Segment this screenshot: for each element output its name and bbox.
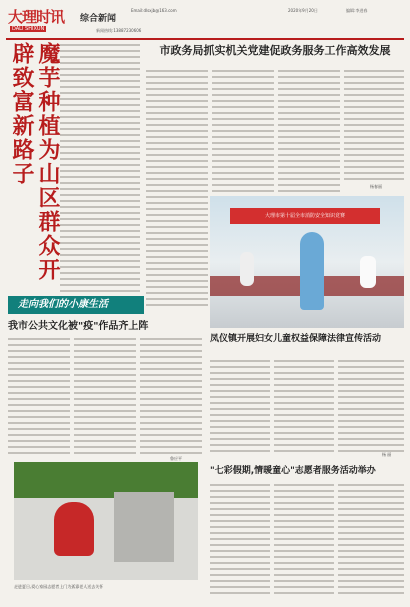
brand-logo: 大理时讯 [8, 8, 65, 26]
banner [8, 296, 144, 314]
right-bottom-headline: "七彩假期,情暖童心"志愿者服务活动举办 [210, 466, 376, 476]
tel: 新闻热线:13887230606 [96, 28, 142, 33]
right-mid-byline: 杨 丽 [382, 452, 392, 457]
editor: 编辑:李进春 [346, 8, 368, 13]
left-top-body [60, 44, 140, 294]
bottom-photo [14, 462, 198, 580]
email: Email:dlsxjb@163.com [131, 8, 177, 13]
vertical-headline: 魔芋种植为山区群众开辟致富新路子 [9, 42, 60, 282]
event-photo [210, 196, 404, 328]
left-mid-headline: 我市公共文化被"疫"作品齐上阵 [8, 321, 149, 332]
section-title: 综合新闻 [80, 14, 117, 24]
banner-text: 走向我们的小康生活 [18, 299, 108, 310]
volunteer-figure [54, 502, 94, 556]
brand-en: DALI SHIXUN [12, 26, 45, 32]
left-top-story [8, 42, 58, 294]
left-mid-head [8, 318, 204, 336]
masthead [6, 4, 404, 40]
main-byline: 杨春丽 [370, 184, 382, 189]
right-mid-head [210, 334, 404, 358]
photo-banner: 大理市第十届全市消防安全知识竞赛 [230, 208, 380, 224]
right-mid-headline: 凤仪镇开展妇女儿童权益保障法律宣传活动 [210, 334, 382, 344]
main-headline: 市政务局抓实机关党建促政务服务工作高效发展 [159, 44, 391, 57]
right-bottom-head [210, 462, 404, 480]
bottom-caption: 走进夏日,爱心家园志愿者上门为孤寡老人送去关怀 [14, 584, 104, 589]
person-figure [300, 232, 324, 310]
left-mid-byline: 鲁应平 [170, 456, 182, 461]
date: 2020年9月20日 [288, 8, 318, 13]
